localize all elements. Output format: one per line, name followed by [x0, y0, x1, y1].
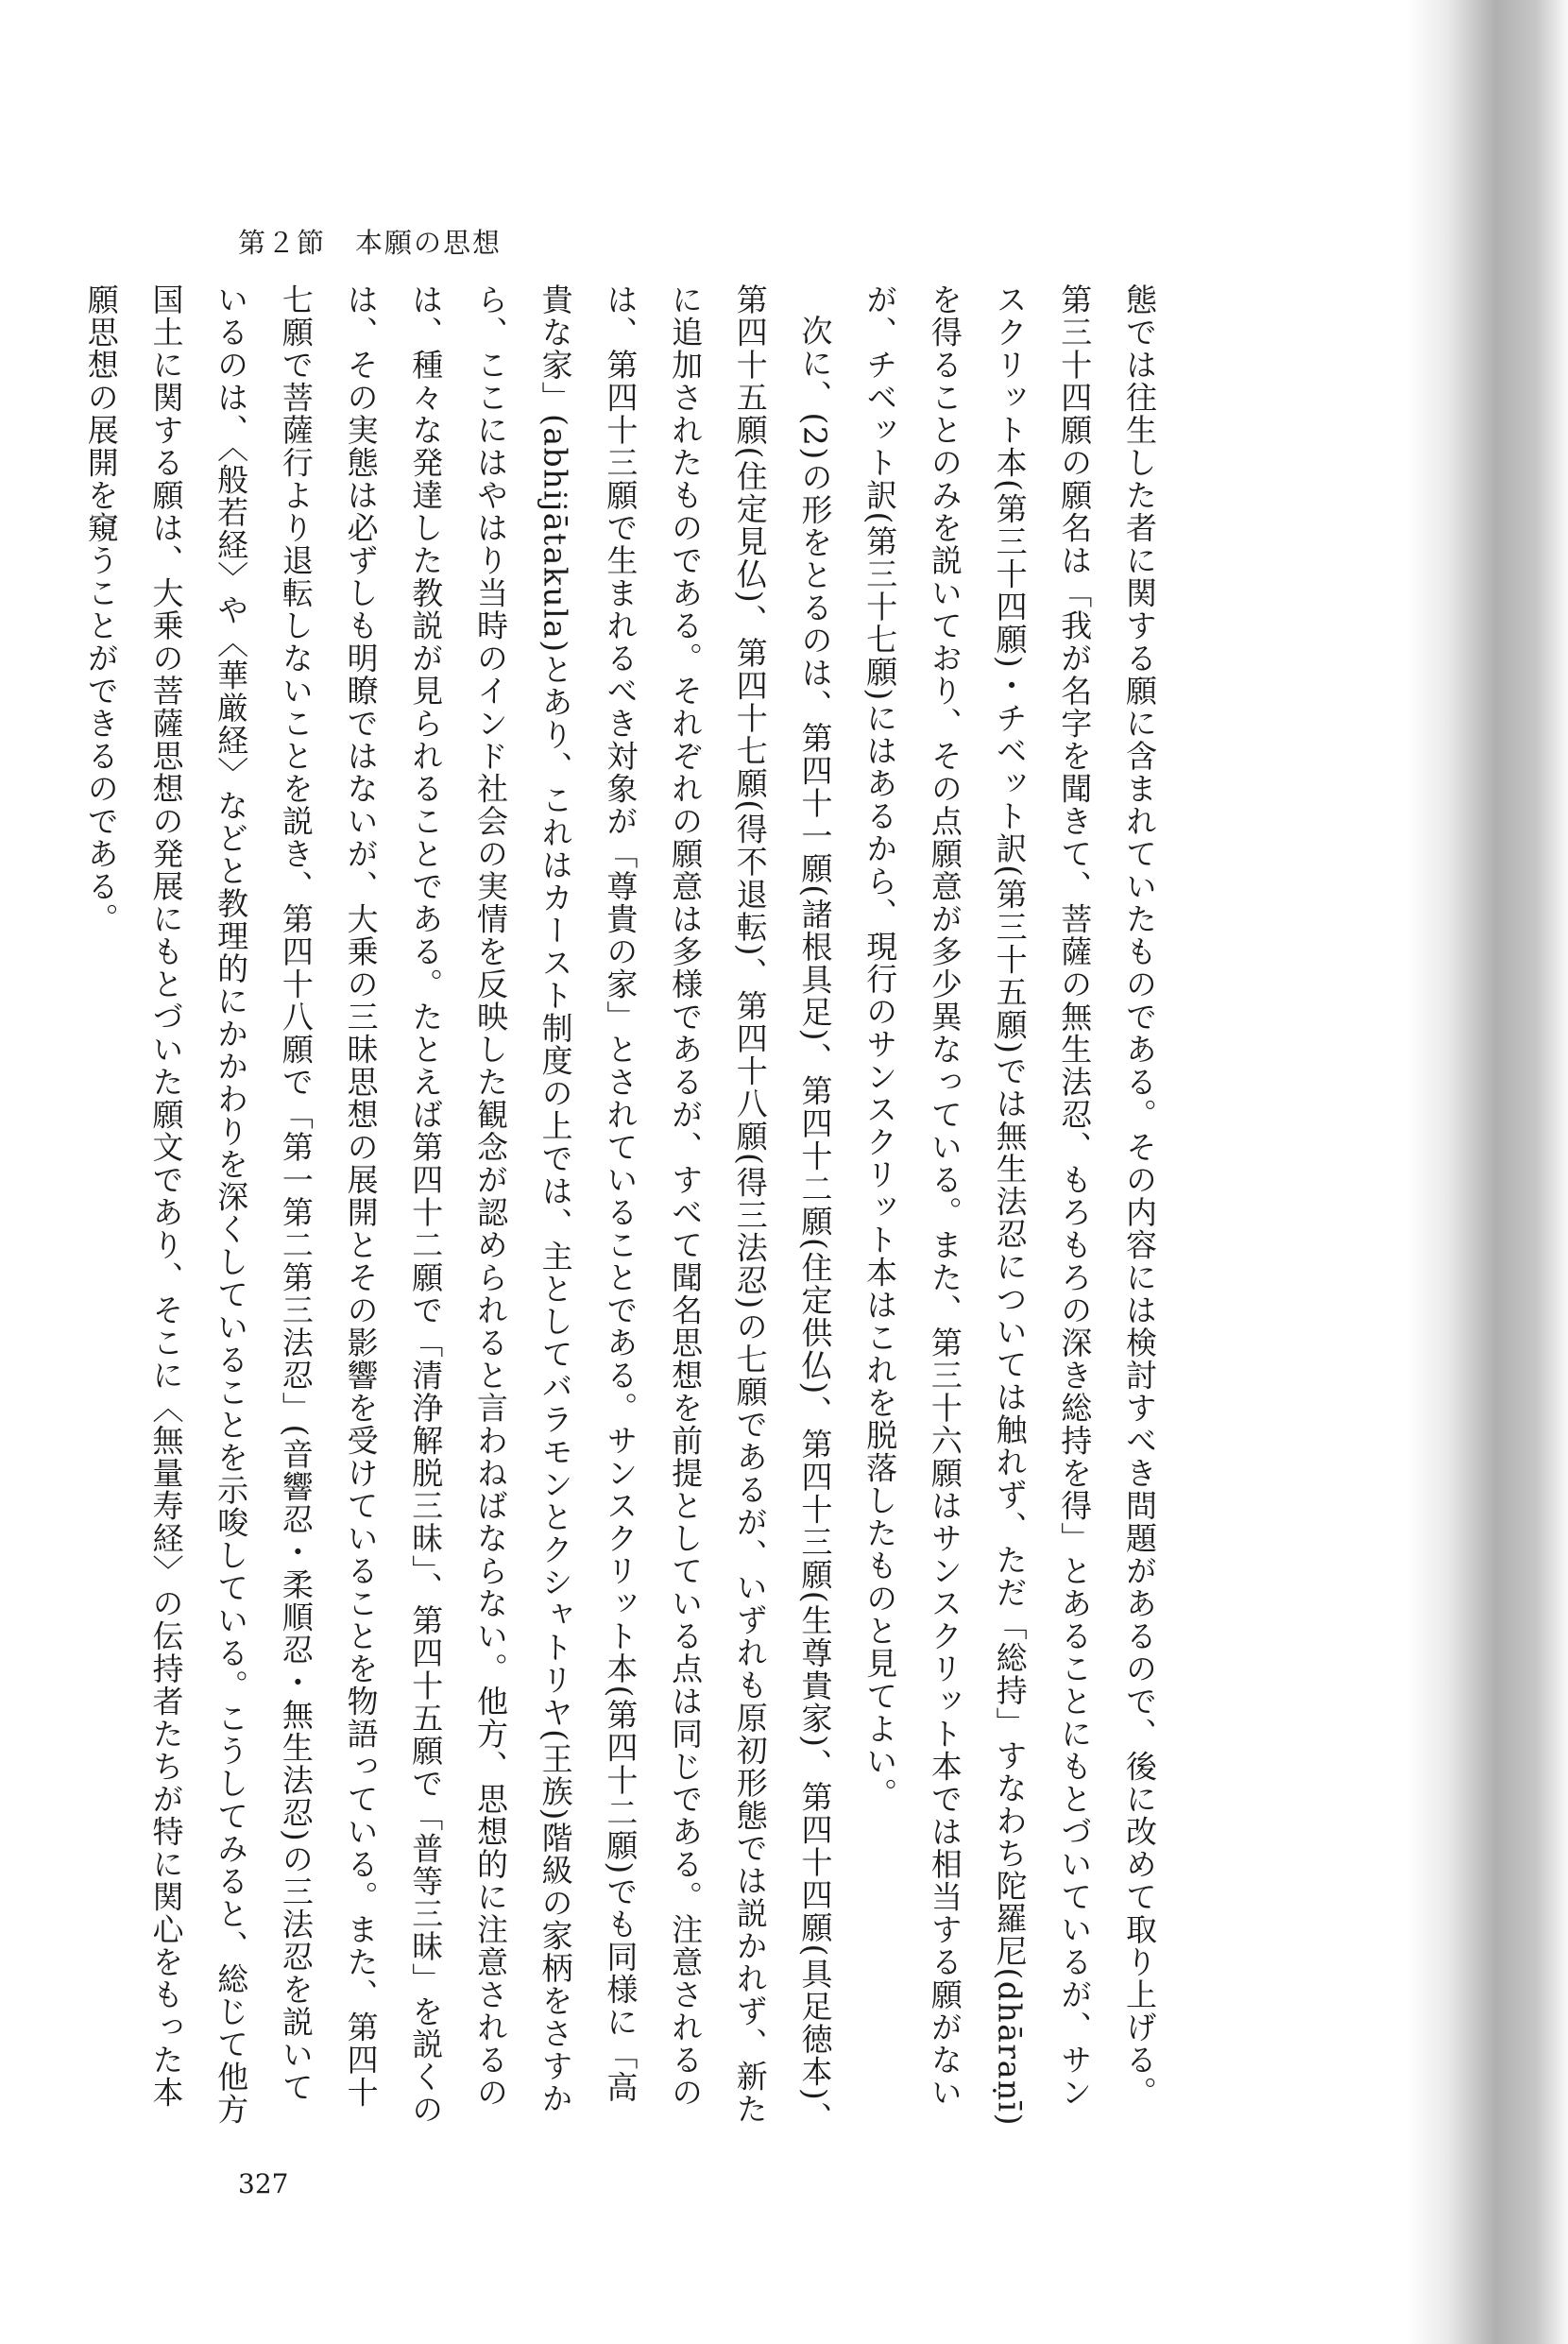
paragraph: 次に、(2)の形をとるのは、第四十一願(諸根具足)、第四十二願(住定供仏)、第四十三願(生尊貴家)、第四十四願(具足徳本)、第四十五願(住定見仏)、第四十七願(得不退転)、第四十八願(得三法忍)の七願であるが、いずれも原初形態では説かれず、新たに追加されたものである。それぞれの願意は多様であるが、すべて聞名思想を前提としている点は同じである。注意されるのは、第四十三願で生まれるべき対象が「尊貴の家」とされていることである。サンスクリット本(第四十二願)でも同様に「高貴な家」(abhijātakula)とあり、これはカースト制度の上では、主としてバラモンとクシャトリヤ(王族)階級の家柄をさすから、ここにはやはり当時のインド社会の実情を反映した観念が認められると言わねばならない。他方、思想的に注意されるのは、種々な発達した教説が見られることである。たとえば第四十二願で「清浄解脱三昧」、第四十五願で「普等三昧」を説くのは、その実態は必ずしも明瞭ではないが、大乗の三昧思想の展開とその影響を受けていることを物語っている。また、第四十七願で菩薩行より退転しないことを説き、第四十八願で「第一第二第三法忍」(音響忍・柔順忍・無生法忍)の三法忍を説いているのは、〈般若経〉や〈華厳経〉などと教理的にかかわりを深くしていることを示唆している。こうしてみると、総じて他方国土に関する願は、大乗の菩薩思想の発展にもとづいた願文であり、そこに〈無量寿経〉の伝持者たちが特に関心をもった本願思想の展開を窺うことができるのである。 — [82, 283, 834, 2134]
body-text — [82, 283, 1171, 2135]
paragraph: 態では往生した者に関する願に含まれていたものである。その内容には検討すべき問題があるので、後に改めて取り上げる。第三十四願の願名は「我が名字を聞きて、菩薩の無生法忍、もろもろの深き総持を得」とあることにもとづいているが、サンスクリット本(第三十四願)・チベット訳(第三十五願)では無生法忍については触れず、ただ「総持」すなわち陀羅尼(dhāraṇī)を得ることのみを説いており、その点願意が多少異なっている。また、第三十六願はサンスクリット本では相当する願がないが、チベット訳(第三十七願)にはあるから、現行のサンスクリット本はこれを脱落したものと見てよい。 — [861, 283, 1158, 2128]
page-number: 327 — [238, 2168, 289, 2199]
page-edge-shadow — [1407, 0, 1568, 2344]
running-header: 第２節 本願の思想 — [238, 227, 503, 259]
